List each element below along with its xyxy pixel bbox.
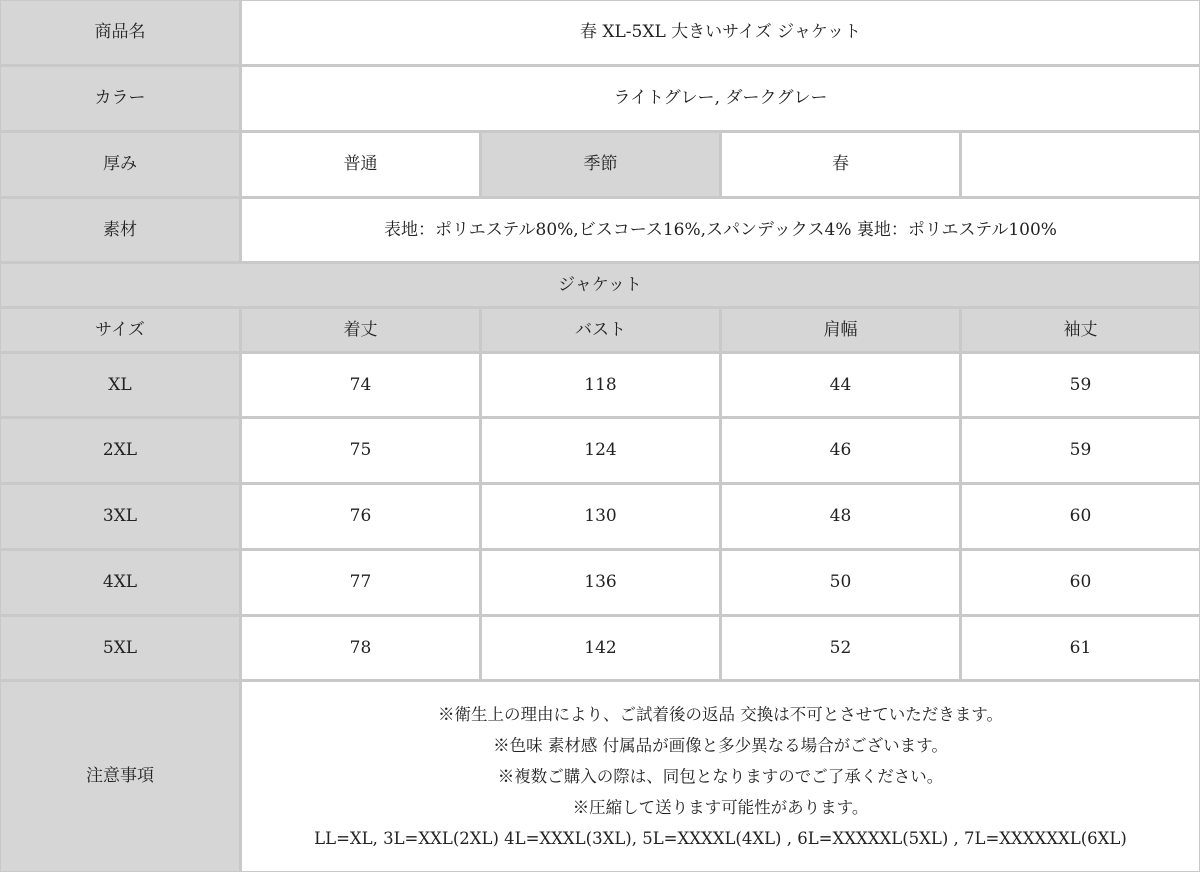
bust-cell: 142: [482, 617, 719, 679]
material-value: 表地：ポリエステル80%,ビスコース16%,スパンデックス4% 裏地：ポリエステル100%: [242, 199, 1199, 261]
bust-cell: 118: [482, 354, 719, 416]
header-length: 着丈: [242, 309, 479, 351]
sleeve-cell: 60: [962, 551, 1199, 614]
season-extra-cell: [962, 133, 1199, 196]
header-sleeve: 袖丈: [962, 309, 1199, 351]
product-name-label: 商品名: [1, 1, 239, 64]
sleeve-cell: 59: [962, 354, 1199, 416]
material-label: 素材: [1, 199, 239, 261]
color-label: カラー: [1, 67, 239, 130]
length-cell: 77: [242, 551, 479, 614]
length-cell: 76: [242, 485, 479, 548]
thickness-label: 厚み: [1, 133, 239, 196]
sleeve-cell: 61: [962, 617, 1199, 679]
note-line: ※衛生上の理由により、ご試着後の返品 交換は不可とさせていただきます。: [438, 704, 1003, 724]
season-label: 季節: [482, 133, 719, 196]
shoulder-cell: 46: [722, 419, 959, 482]
shoulder-cell: 52: [722, 617, 959, 679]
season-value: 春: [722, 133, 959, 196]
note-line: ※圧縮して送ります可能性があります。: [572, 797, 869, 817]
length-cell: 78: [242, 617, 479, 679]
size-conversion-line: LL=XL, 3L=XXL(2XL) 4L=XXXL(3XL), 5L=XXXXL(4XL) , 6L=XXXXXL(5XL) , 7L=XXXXXXL(6XL): [314, 828, 1127, 848]
note-line: ※複数ご購入の際は、同包となりますのでご了承ください。: [497, 766, 944, 786]
size-cell: 4XL: [1, 551, 239, 614]
shoulder-cell: 48: [722, 485, 959, 548]
length-cell: 75: [242, 419, 479, 482]
size-cell: 3XL: [1, 485, 239, 548]
header-bust: バスト: [482, 309, 719, 351]
shoulder-cell: 50: [722, 551, 959, 614]
note-line: ※色味 素材感 付属品が画像と多少異なる場合がございます。: [493, 735, 948, 755]
size-cell: XL: [1, 354, 239, 416]
thickness-value: 普通: [242, 133, 479, 196]
sleeve-cell: 60: [962, 485, 1199, 548]
product-name-value: 春 XL-5XL 大きいサイズ ジャケット: [242, 1, 1199, 64]
bust-cell: 136: [482, 551, 719, 614]
color-value: ライトグレー, ダークグレー: [242, 67, 1199, 130]
size-cell: 2XL: [1, 419, 239, 482]
sleeve-cell: 59: [962, 419, 1199, 482]
length-cell: 74: [242, 354, 479, 416]
size-table-title: ジャケット: [1, 264, 1199, 306]
notes-content: [242, 682, 1199, 871]
header-shoulder: 肩幅: [722, 309, 959, 351]
bust-cell: 130: [482, 485, 719, 548]
shoulder-cell: 44: [722, 354, 959, 416]
size-cell: 5XL: [1, 617, 239, 679]
bust-cell: 124: [482, 419, 719, 482]
notes-label: 注意事項: [1, 682, 239, 871]
header-size: サイズ: [1, 309, 239, 351]
